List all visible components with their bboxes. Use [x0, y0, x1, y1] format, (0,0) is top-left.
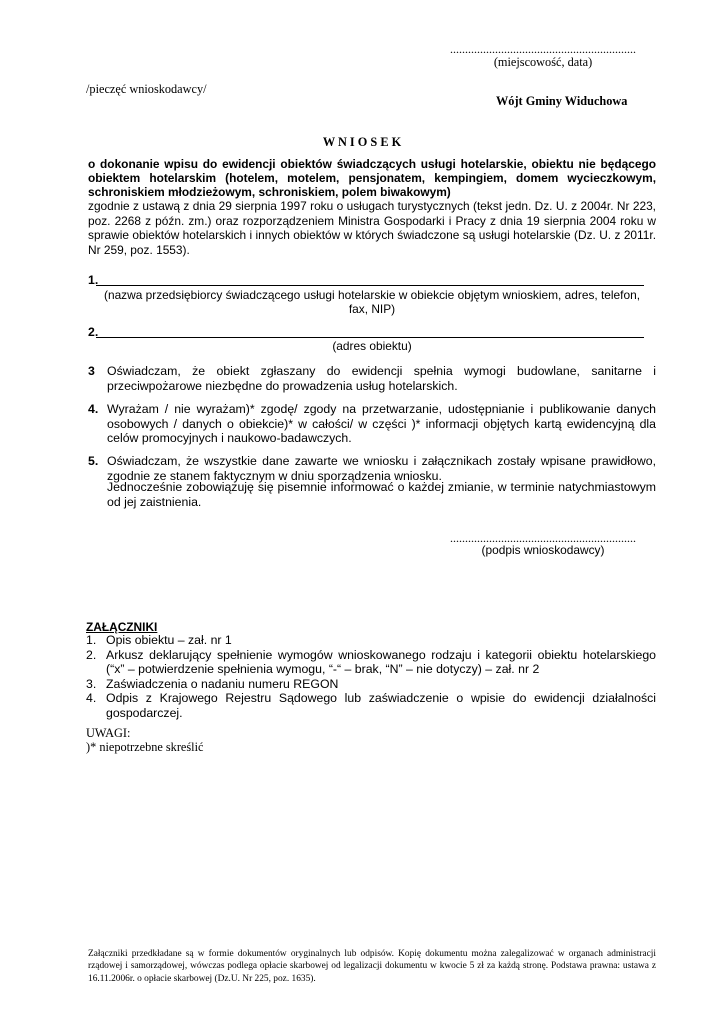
attachments-list	[86, 633, 656, 721]
attachment-item: 4. Odpis z Krajowego Rejestru Sądowego lub zaświadczenie o wpisie do ewidencji działalności gospodarczej.	[86, 691, 656, 720]
addressee: Wójt Gminy Widuchowa	[496, 94, 628, 108]
attachments-heading: ZAŁĄCZNIKI	[86, 620, 158, 634]
footer-note: Załączniki przedkładane są w formie dokumentów oryginalnych lub odpisów. Kopię dokumentu można zalegalizować w organach administracji rządowej i samorządowej, wówczas podlega opłacie skarbowej od legalizacji dokumentu w kwocie 5 zł za każdą stronę. Podstawa prawna: ustawa z 16.11.2006r. o opłacie skarbowej (Dz.U. Nr 225, poz. 1635).	[88, 949, 656, 984]
subject: o dokonanie wpisu do ewidencji obiektów świadczących usługi hotelarskie, obiektu nie będącego obiektem hotelarskim (hotelem, motelem, pensjonatem, kempingiem, domem wycieczkowym, schroniskiem młodzieżowym, schroniskiem, polem biwakowym)	[88, 157, 656, 200]
legal-basis: zgodnie z ustawą z dnia 29 sierpnia 1997 roku o usługach turystycznych (tekst jedn. Dz. U. z 2004r. Nr 223, poz. 2268 z późn. zm.) oraz rozporządzeniem Ministra Gospodarki i Pracy z dnia 19 sierpnia 2004 roku w sprawie obiektów hotelarskich i innych obiektów w których świadczone są usługi hotelarskie (Dz. U. z 2011r. Nr 259, poz. 1553).	[88, 199, 656, 257]
signature-label: (podpis wnioskodawcy)	[481, 543, 605, 557]
field-1-caption: (nazwa przedsiębiorcy świadczącego usługi hotelarskie w obiekcie objętym wnioskiem, adres, telefon, fax, NIP)	[104, 288, 640, 316]
signature-dots: ..............................................................	[450, 531, 636, 545]
attachment-item: 3. Zaświadczenia o nadaniu numeru REGON	[86, 676, 339, 691]
declaration-5-text-2: Jednocześnie zobowiązuję się pisemnie informować o każdej zmianie, w terminie natychmiastowym od jej zaistnienia.	[107, 480, 656, 509]
declaration-3-number: 3	[88, 364, 95, 378]
attachment-item: 1. Opis obiektu – zał. nr 1	[86, 633, 232, 647]
place-date-dots: ..............................................................	[450, 42, 636, 56]
field-2-number: 2.	[88, 325, 99, 339]
notes-heading: UWAGI:	[86, 726, 131, 740]
declaration-3-text: Oświadczam, że obiekt zgłaszany do ewidencji spełnia wymogi budowlane, sanitarne i przeciwpożarowe niezbędne do prowadzenia usług hotelarskich.	[107, 364, 656, 393]
place-date-label: (miejscowość, data)	[493, 55, 593, 69]
field-1-number: 1.	[88, 273, 99, 287]
declaration-5-text: Oświadczam, że wszystkie dane zawarte we wniosku i załącznikach zostały wpisane prawidłowo, zgodnie ze stanem faktycznym w dniu sporządzenia wniosku.	[107, 454, 656, 483]
notes-text: )* niepotrzebne skreślić	[86, 740, 204, 754]
declaration-4-text: Wyrażam / nie wyrażam)* zgodę/ zgody na przetwarzanie, udostępnianie i publikowanie danych osobowych / danych o obiekcie)* w całości/ w części )* informacji objętych kartą ewidencyjną dla celów promocyjnych i naukowo-badawczych.	[107, 402, 656, 445]
stamp-label: /pieczęć wnioskodawcy/	[86, 82, 207, 96]
declaration-5-number: 5.	[88, 454, 99, 468]
declaration-4-number: 4.	[88, 402, 99, 416]
field-2-caption: (adres obiektu)	[332, 339, 412, 353]
field-2-line[interactable]	[96, 337, 644, 338]
page-title: W N I O S E K	[322, 135, 402, 149]
field-1-line[interactable]	[96, 285, 644, 286]
attachment-item: 2. Arkusz deklarujący spełnienie wymogów wnioskowanego rodzaju i kategorii obiektu hotelarskiego (“x” – potwierdzenie spełnienia wymogu, “-“ – brak, “N” – nie dotyczy) – zał. nr 2	[86, 647, 656, 677]
